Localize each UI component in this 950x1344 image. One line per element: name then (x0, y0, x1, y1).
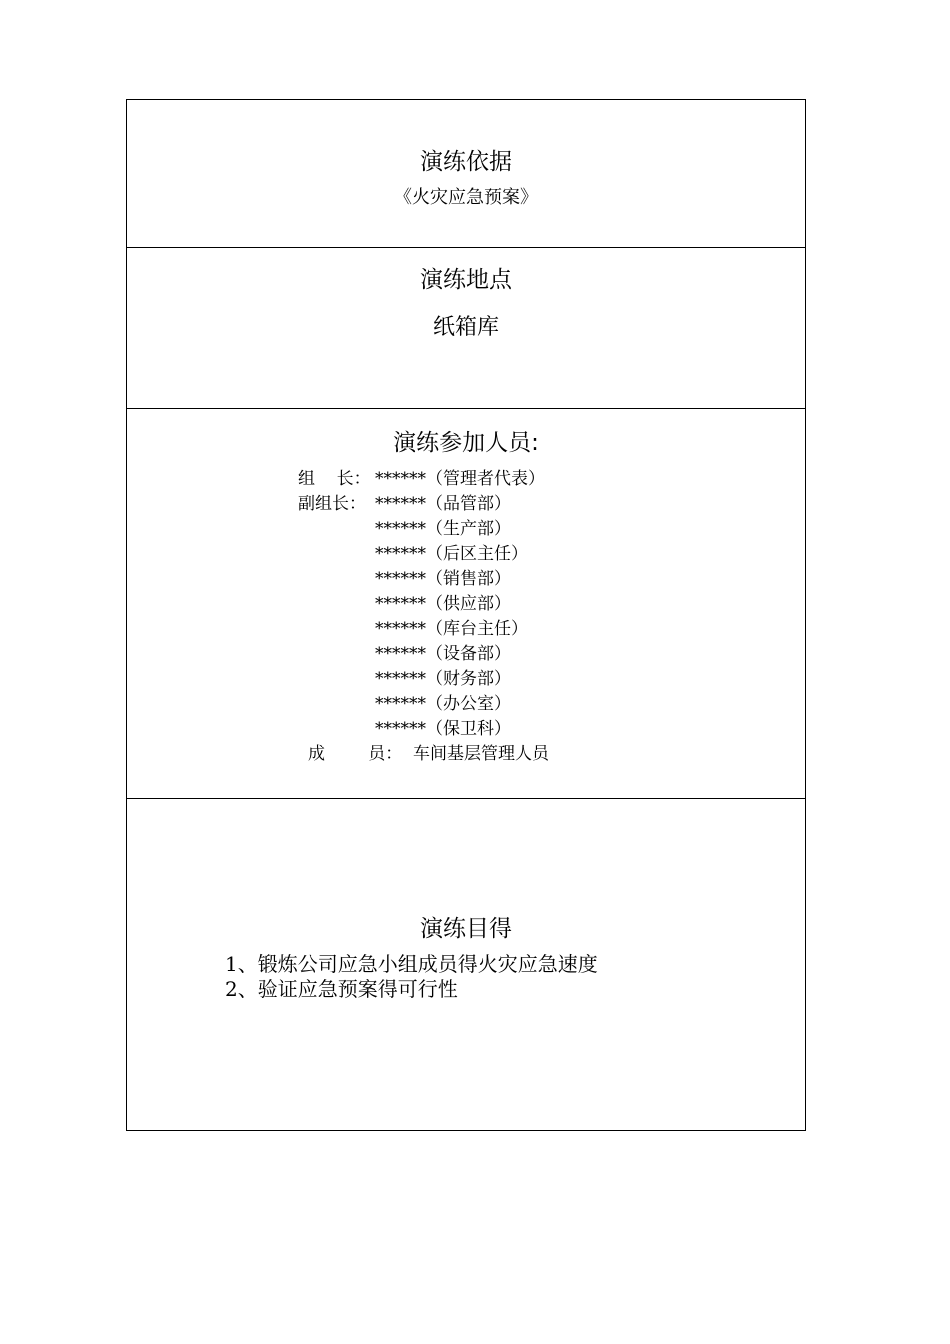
participants-list (127, 467, 805, 767)
location-text: 纸箱库 (432, 315, 499, 340)
deputy-value: ******（办公室） (375, 694, 511, 714)
member-row (127, 742, 805, 767)
leader-label: 组 长： (298, 469, 371, 489)
deputy-value: ******（供应部） (375, 594, 511, 614)
purpose-item: 2、验证应急预案得可行性 (225, 977, 458, 1001)
purpose-list (225, 952, 785, 1002)
location-section (127, 248, 805, 409)
deputy-label: 副组长： (298, 494, 366, 514)
deputy-value: ******（设备部） (375, 644, 511, 664)
member-value: 车间基层管理人员 (413, 744, 549, 764)
deputy-row (127, 617, 805, 642)
deputy-value: ******（生产部） (375, 519, 511, 539)
member-label: 成 员： (308, 744, 403, 764)
purpose-section (127, 799, 805, 1130)
deputy-value: ******（品管部） (375, 494, 511, 514)
deputy-row (127, 667, 805, 692)
drill-plan-table (126, 99, 806, 1131)
deputy-row (127, 692, 805, 717)
deputy-row (127, 517, 805, 542)
deputy-row (127, 592, 805, 617)
deputy-row (127, 492, 805, 517)
basis-section (127, 100, 805, 248)
participants-heading: 演练参加人员: (393, 430, 539, 456)
leader-row (127, 467, 805, 492)
deputy-value: ******（库台主任） (375, 619, 528, 639)
deputy-value: ******（后区主任） (375, 544, 528, 564)
basis-text: 《火灾应急预案》 (394, 187, 538, 208)
participants-section (127, 409, 805, 799)
leader-value: ******（管理者代表） (375, 469, 545, 489)
deputy-value: ******（财务部） (375, 669, 511, 689)
deputy-row (127, 567, 805, 592)
basis-heading: 演练依据 (420, 149, 512, 175)
location-heading: 演练地点 (420, 267, 512, 293)
deputy-row (127, 542, 805, 567)
deputy-row (127, 642, 805, 667)
purpose-heading: 演练目得 (420, 916, 512, 942)
deputy-value: ******（保卫科） (375, 719, 511, 739)
deputy-value: ******（销售部） (375, 569, 511, 589)
purpose-item: 1、锻炼公司应急小组成员得火灾应急速度 (225, 952, 598, 976)
deputy-row (127, 717, 805, 742)
